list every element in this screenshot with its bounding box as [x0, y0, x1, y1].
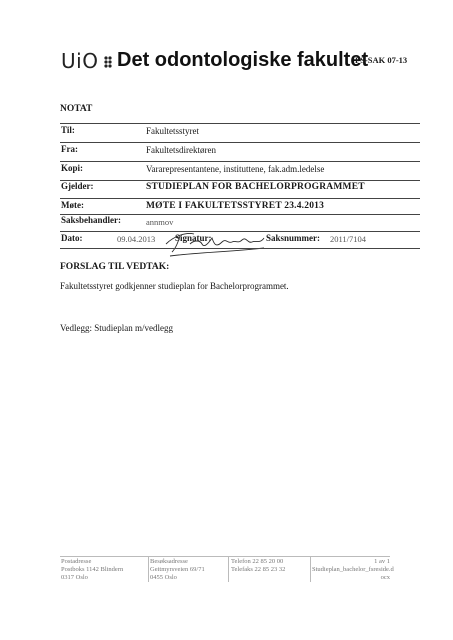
footer-text: Studieplan_bachelor_fsreside.d	[312, 566, 394, 573]
fra-value: Fakultetsdirektøren	[146, 145, 216, 155]
forslag-heading: FORSLAG TIL VEDTAK:	[60, 262, 170, 272]
footer-phone	[231, 558, 285, 574]
faculty-name: Det odontologiske fakultet	[117, 49, 369, 71]
footer-text: Geitmyrsveien 69/71	[150, 566, 205, 573]
footer-text: Postboks 1142 Blindern	[61, 566, 124, 573]
footer-visiting-address	[150, 558, 205, 582]
divider	[60, 198, 420, 199]
saksbehandler-label: Saksbehandler:	[61, 215, 122, 225]
kopi-value: Vararepresentantene, instituttene, fak.adm.ledelse	[146, 164, 325, 174]
gjelder-label: Gjelder:	[61, 181, 94, 191]
footer-text: 1 av 1	[374, 558, 390, 565]
footer-text: Postadresse	[61, 558, 92, 565]
footer-text: Telefaks 22 85 23 32	[231, 566, 286, 573]
divider	[60, 161, 420, 162]
case-number: FS-SAK 07-13	[355, 55, 408, 65]
footer-text: 0317 Oslo	[61, 574, 88, 581]
saksnummer-value: 2011/7104	[330, 234, 367, 244]
uio-logo-text: UiO	[61, 49, 99, 73]
footer-text: Besøksadresse	[150, 558, 188, 565]
footer-separator	[228, 556, 229, 582]
footer-text: ocx	[380, 574, 390, 581]
mote-label: Møte:	[61, 200, 84, 210]
divider	[60, 142, 420, 143]
forslag-text: Fakultetsstyret godkjenner studieplan for Bachelorprogrammet.	[60, 281, 289, 291]
fra-label: Fra:	[61, 144, 78, 154]
footer-page-info	[312, 558, 394, 582]
dato-label: Dato:	[61, 233, 83, 243]
signature-image	[160, 222, 270, 258]
divider	[60, 248, 420, 249]
footer-text: 0455 Oslo	[150, 574, 177, 581]
dato-value: 09.04.2013	[117, 234, 156, 244]
uio-logo-dots-icon	[104, 55, 112, 69]
saksnummer-label: Saksnummer:	[266, 233, 321, 243]
til-label: Til:	[61, 125, 75, 135]
signatur-label: Signatur:	[175, 233, 212, 243]
divider	[60, 180, 420, 181]
footer-text: Telefon 22 85 20 00	[231, 558, 284, 565]
footer-divider	[60, 556, 390, 557]
divider	[60, 123, 420, 124]
footer-postal-address	[61, 558, 123, 582]
footer-separator	[310, 556, 311, 582]
til-value: Fakultetsstyret	[146, 126, 199, 136]
vedlegg-text: Vedlegg: Studieplan m/vedlegg	[60, 323, 173, 333]
footer-separator	[148, 556, 149, 582]
mote-value: MØTE I FAKULTETSSTYRET 23.4.2013	[146, 201, 325, 211]
kopi-label: Kopi:	[61, 163, 84, 173]
document-type: NOTAT	[60, 104, 93, 114]
gjelder-value: STUDIEPLAN FOR BACHELORPROGRAMMET	[146, 182, 365, 192]
saksbehandler-value: annmov	[146, 217, 174, 227]
